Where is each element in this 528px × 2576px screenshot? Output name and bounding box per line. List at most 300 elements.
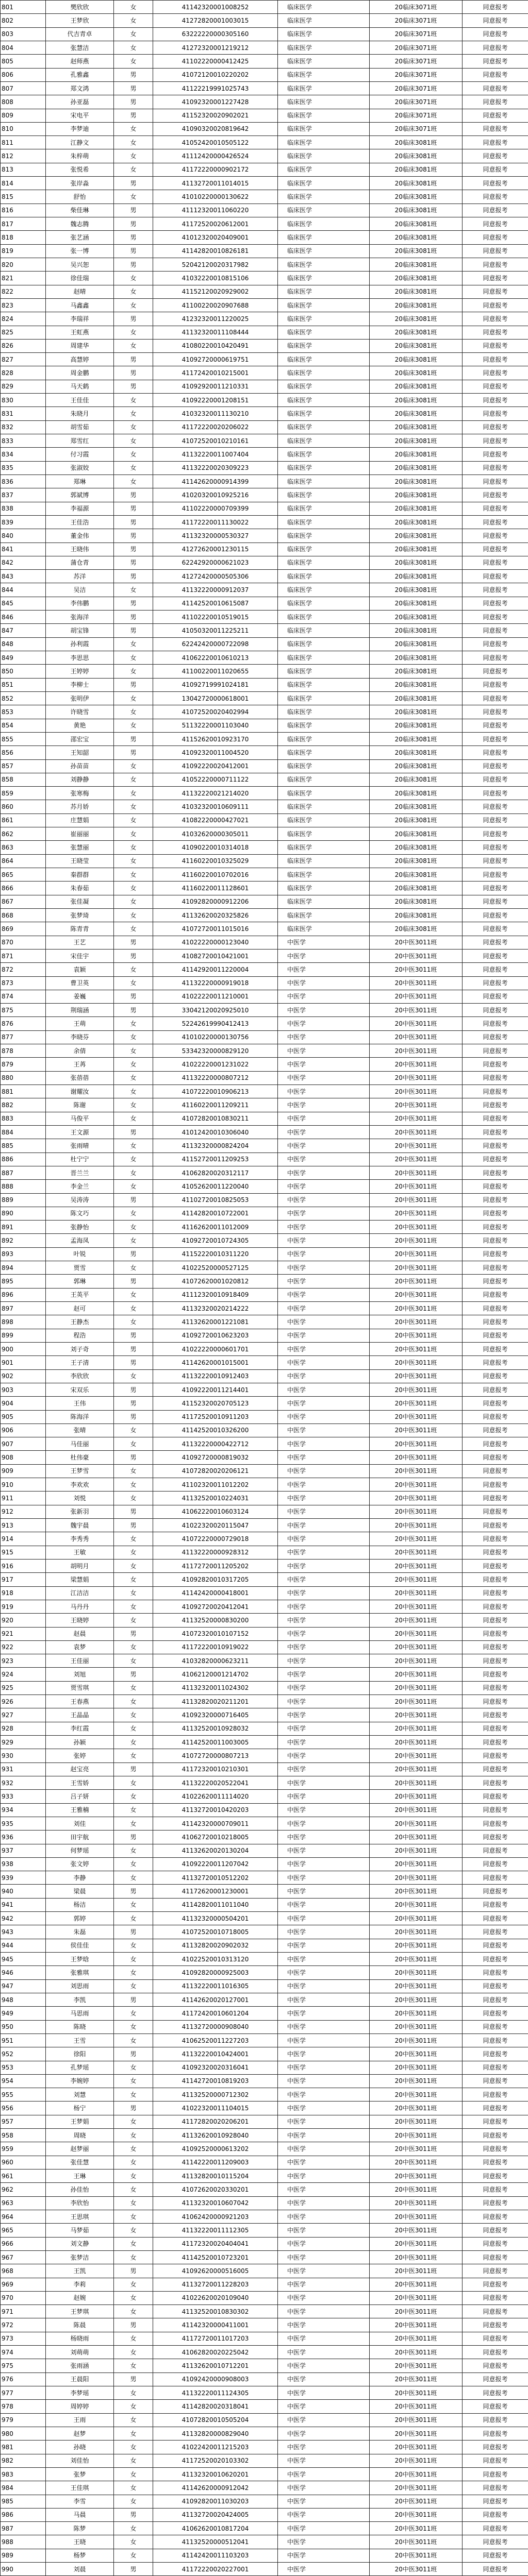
table-row: [1, 339, 528, 352]
student-name-cell: 王春燕: [46, 1695, 114, 1708]
row-index-cell: 921: [1, 1627, 46, 1640]
status-cell: 同意报考: [463, 1098, 528, 1112]
gender-cell: 女: [114, 2332, 153, 2345]
table-row: [1, 1695, 528, 1708]
row-index-cell: 809: [1, 109, 46, 122]
table-row: [1, 543, 528, 556]
status-cell: 同意报考: [463, 1329, 528, 1342]
table-row: [1, 1302, 528, 1315]
id-number-cell: 41132720020424005: [153, 2508, 278, 2521]
major-cell: 中医学: [278, 2441, 370, 2454]
class-name-cell: 20临床3081班: [370, 136, 463, 149]
id-number-cell: 41142320000411001: [153, 2318, 278, 2332]
id-number-cell: 41172520020103302: [153, 2454, 278, 2467]
status-cell: 同意报考: [463, 1695, 528, 1708]
major-cell: 临床医学: [278, 746, 370, 759]
major-cell: 中医学: [278, 2061, 370, 2074]
gender-cell: 女: [114, 1098, 153, 1112]
gender-cell: 女: [114, 2196, 153, 2210]
status-cell: 同意报考: [463, 1803, 528, 1817]
table-row: [1, 1315, 528, 1329]
student-name-cell: 崔丽丽: [46, 827, 114, 841]
status-cell: 同意报考: [463, 2427, 528, 2440]
gender-cell: 女: [114, 1681, 153, 1694]
class-name-cell: 20临床3071班: [370, 81, 463, 95]
student-name-cell: 刘慧: [46, 2088, 114, 2102]
status-cell: 同意报考: [463, 1885, 528, 1898]
status-cell: 同意报考: [463, 678, 528, 691]
class-name-cell: 20中医3011班: [370, 2508, 463, 2521]
major-cell: 中医学: [278, 2372, 370, 2386]
table-row: [1, 231, 528, 244]
major-cell: 中医学: [278, 2237, 370, 2250]
table-row: [1, 244, 528, 258]
row-index-cell: 988: [1, 2535, 46, 2549]
class-name-cell: 20临床3081班: [370, 814, 463, 827]
student-name-cell: 孙亚磊: [46, 95, 114, 109]
class-name-cell: 20中医3011班: [370, 1423, 463, 1437]
student-name-cell: 张雨晴: [46, 1139, 114, 1153]
row-index-cell: 820: [1, 258, 46, 271]
class-name-cell: 20中医3011班: [370, 2156, 463, 2169]
table-row: [1, 1044, 528, 1058]
gender-cell: 女: [114, 1817, 153, 1830]
major-cell: 临床医学: [278, 868, 370, 882]
id-number-cell: 41132720000908040: [153, 2020, 278, 2033]
id-number-cell: 41132320010607042: [153, 2196, 278, 2210]
major-cell: 中医学: [278, 2467, 370, 2481]
class-name-cell: 20临床3081班: [370, 691, 463, 705]
status-cell: 同意报考: [463, 2237, 528, 2250]
table-row: [1, 1614, 528, 1627]
student-name-cell: 马晨: [46, 2508, 114, 2521]
class-name-cell: 20临床3081班: [370, 163, 463, 176]
row-index-cell: 874: [1, 990, 46, 1003]
major-cell: 临床医学: [278, 841, 370, 854]
major-cell: 中医学: [278, 1925, 370, 1939]
major-cell: 中医学: [278, 1085, 370, 1098]
major-cell: 中医学: [278, 2454, 370, 2467]
table-row: [1, 1966, 528, 1979]
student-name-cell: 叶锐: [46, 1247, 114, 1261]
major-cell: 中医学: [278, 1492, 370, 1505]
row-index-cell: 864: [1, 854, 46, 868]
class-name-cell: 20中医3011班: [370, 1030, 463, 1044]
major-cell: 中医学: [278, 1749, 370, 1762]
id-number-cell: 41072520010210161: [153, 434, 278, 448]
id-number-cell: 41092820011030203: [153, 2495, 278, 2508]
class-name-cell: 20临床3081班: [370, 407, 463, 420]
class-name-cell: 20临床3081班: [370, 298, 463, 312]
id-number-cell: 41132720011228203: [153, 2278, 278, 2291]
student-name-cell: 张文婷: [46, 1857, 114, 1871]
row-index-cell: 884: [1, 1125, 46, 1139]
class-name-cell: 20临床3081班: [370, 637, 463, 651]
status-cell: 同意报考: [463, 1708, 528, 1722]
gender-cell: 女: [114, 1939, 153, 1952]
row-index-cell: 948: [1, 1993, 46, 2006]
major-cell: 中医学: [278, 2522, 370, 2535]
gender-cell: 男: [114, 2318, 153, 2332]
id-number-cell: 41172520010911203: [153, 1410, 278, 1423]
student-name-cell: 周建华: [46, 339, 114, 352]
id-number-cell: 41142620000914399: [153, 474, 278, 488]
major-cell: 临床医学: [278, 434, 370, 448]
table-row: [1, 882, 528, 895]
table-row: [1, 895, 528, 908]
class-name-cell: 20临床3071班: [370, 41, 463, 54]
status-cell: 同意报考: [463, 2129, 528, 2142]
major-cell: 中医学: [278, 1573, 370, 1586]
major-cell: 临床医学: [278, 149, 370, 163]
class-name-cell: 20中医3011班: [370, 2522, 463, 2535]
class-name-cell: 20中医3011班: [370, 2102, 463, 2115]
row-index-cell: 812: [1, 149, 46, 163]
class-name-cell: 20临床3081班: [370, 773, 463, 786]
student-name-cell: 郭琳: [46, 1275, 114, 1288]
major-cell: 中医学: [278, 1464, 370, 1478]
table-row: [1, 366, 528, 380]
gender-cell: 男: [114, 2264, 153, 2278]
status-cell: 同意报考: [463, 665, 528, 678]
class-name-cell: 20临床3071班: [370, 55, 463, 68]
row-index-cell: 941: [1, 1898, 46, 1911]
status-cell: 同意报考: [463, 1857, 528, 1871]
major-cell: 中医学: [278, 1383, 370, 1396]
gender-cell: 女: [114, 1898, 153, 1911]
gender-cell: 男: [114, 2102, 153, 2115]
row-index-cell: 930: [1, 1749, 46, 1762]
id-number-cell: 41160220010702016: [153, 868, 278, 882]
major-cell: 临床医学: [278, 231, 370, 244]
class-name-cell: 20中医3011班: [370, 1437, 463, 1451]
student-name-cell: 王佳佳: [46, 394, 114, 407]
major-cell: 临床医学: [278, 488, 370, 502]
row-index-cell: 835: [1, 461, 46, 474]
row-index-cell: 949: [1, 2007, 46, 2020]
student-name-cell: 张婷: [46, 1749, 114, 1762]
row-index-cell: 971: [1, 2305, 46, 2318]
class-name-cell: 20中医3011班: [370, 1058, 463, 1071]
id-number-cell: 41072820020206121: [153, 1464, 278, 1478]
student-name-cell: 杨洁: [46, 1898, 114, 1911]
major-cell: 中医学: [278, 2264, 370, 2278]
gender-cell: 女: [114, 41, 153, 54]
row-index-cell: 801: [1, 1, 46, 14]
table-row: [1, 2278, 528, 2291]
id-number-cell: 41062820020312117: [153, 1166, 278, 1179]
major-cell: 中医学: [278, 2535, 370, 2549]
gender-cell: 女: [114, 1708, 153, 1722]
id-number-cell: 41052220000711122: [153, 773, 278, 786]
gender-cell: 女: [114, 1112, 153, 1125]
class-name-cell: 20中医3011班: [370, 1451, 463, 1464]
major-cell: 临床医学: [278, 691, 370, 705]
gender-cell: 男: [114, 543, 153, 556]
table-row: [1, 936, 528, 949]
class-name-cell: 20中医3011班: [370, 1546, 463, 1559]
row-index-cell: 979: [1, 2413, 46, 2427]
class-name-cell: 20中医3011班: [370, 1288, 463, 1301]
table-row: [1, 420, 528, 434]
gender-cell: 女: [114, 787, 153, 800]
id-number-cell: 41102220010519015: [153, 611, 278, 624]
row-index-cell: 805: [1, 55, 46, 68]
student-name-cell: 王晓伟: [46, 543, 114, 556]
status-cell: 同意报考: [463, 2210, 528, 2223]
class-name-cell: 20中医3011班: [370, 2481, 463, 2495]
major-cell: 中医学: [278, 1817, 370, 1830]
table-row: [1, 190, 528, 204]
status-cell: 同意报考: [463, 1654, 528, 1668]
table-row: [1, 2563, 528, 2576]
row-index-cell: 810: [1, 122, 46, 135]
status-cell: 同意报考: [463, 2467, 528, 2481]
row-index-cell: 965: [1, 2224, 46, 2237]
major-cell: 临床医学: [278, 515, 370, 529]
gender-cell: 女: [114, 55, 153, 68]
gender-cell: 男: [114, 732, 153, 745]
class-name-cell: 20中医3011班: [370, 2291, 463, 2304]
major-cell: 中医学: [278, 1153, 370, 1166]
student-name-cell: 贾雪: [46, 1261, 114, 1275]
student-name-cell: 张静怡: [46, 1221, 114, 1234]
gender-cell: 女: [114, 868, 153, 882]
gender-cell: 女: [114, 474, 153, 488]
student-name-cell: 王梦晗: [46, 1953, 114, 1966]
major-cell: 临床医学: [278, 272, 370, 285]
gender-cell: 男: [114, 353, 153, 366]
id-number-cell: 41142820011011040: [153, 1898, 278, 1911]
class-name-cell: 20临床3071班: [370, 95, 463, 109]
class-name-cell: 20临床3071班: [370, 122, 463, 135]
gender-cell: 女: [114, 1017, 153, 1030]
major-cell: 临床医学: [278, 570, 370, 583]
row-index-cell: 904: [1, 1397, 46, 1410]
table-row: [1, 529, 528, 543]
major-cell: 临床医学: [278, 678, 370, 691]
table-row: [1, 1342, 528, 1355]
major-cell: 中医学: [278, 1112, 370, 1125]
class-name-cell: 20中医3011班: [370, 2318, 463, 2332]
row-index-cell: 929: [1, 1736, 46, 1749]
status-cell: 同意报考: [463, 326, 528, 339]
gender-cell: 男: [114, 1451, 153, 1464]
id-number-cell: 41132820020211201: [153, 1695, 278, 1708]
row-index-cell: 875: [1, 1004, 46, 1017]
id-number-cell: 41272820001003015: [153, 14, 278, 27]
table-row: [1, 665, 528, 678]
id-number-cell: 41132220010912403: [153, 1369, 278, 1383]
row-index-cell: 828: [1, 366, 46, 380]
major-cell: 临床医学: [278, 773, 370, 786]
row-index-cell: 918: [1, 1586, 46, 1600]
row-index-cell: 849: [1, 651, 46, 665]
status-cell: 同意报考: [463, 474, 528, 488]
row-index-cell: 871: [1, 949, 46, 962]
row-index-cell: 823: [1, 298, 46, 312]
table-row: [1, 1423, 528, 1437]
gender-cell: 女: [114, 2074, 153, 2088]
gender-cell: 女: [114, 1559, 153, 1572]
student-name-cell: 贾雪琪: [46, 1681, 114, 1694]
gender-cell: 男: [114, 1004, 153, 1017]
id-number-cell: 41062220010610213: [153, 651, 278, 665]
row-index-cell: 890: [1, 1207, 46, 1220]
status-cell: 同意报考: [463, 1464, 528, 1478]
student-name-cell: 魏宇晨: [46, 1519, 114, 1532]
table-row: [1, 1844, 528, 1857]
status-cell: 同意报考: [463, 2278, 528, 2291]
id-number-cell: 13042720000618001: [153, 691, 278, 705]
student-name-cell: 李梦迪: [46, 122, 114, 135]
id-number-cell: 41092720000819032: [153, 1451, 278, 1464]
table-row: [1, 1546, 528, 1559]
table-row: [1, 1736, 528, 1749]
gender-cell: 女: [114, 2278, 153, 2291]
major-cell: 中医学: [278, 2196, 370, 2210]
id-number-cell: 41092720010724305: [153, 1234, 278, 1247]
status-cell: 同意报考: [463, 1356, 528, 1369]
table-row: [1, 2183, 528, 2196]
table-row: [1, 1492, 528, 1505]
status-cell: 同意报考: [463, 1180, 528, 1193]
id-number-cell: 41100220011020655: [153, 665, 278, 678]
major-cell: 中医学: [278, 2346, 370, 2359]
status-cell: 同意报考: [463, 990, 528, 1003]
student-name-cell: 吴兴恕: [46, 258, 114, 271]
student-name-cell: 张一博: [46, 244, 114, 258]
major-cell: 临床医学: [278, 665, 370, 678]
row-index-cell: 909: [1, 1464, 46, 1478]
class-name-cell: 20中医3011班: [370, 1112, 463, 1125]
student-name-cell: 孔梦瑶: [46, 2061, 114, 2074]
student-name-cell: 张寒梅: [46, 787, 114, 800]
table-row: [1, 1261, 528, 1275]
class-name-cell: 20临床3081班: [370, 611, 463, 624]
table-row: [1, 1912, 528, 1925]
table-row: [1, 1153, 528, 1166]
class-name-cell: 20中医3011班: [370, 1749, 463, 1762]
row-index-cell: 924: [1, 1668, 46, 1681]
status-cell: 同意报考: [463, 1125, 528, 1139]
major-cell: 中医学: [278, 2088, 370, 2102]
class-name-cell: 20中医3011班: [370, 2033, 463, 2047]
id-number-cell: 41072820010505204: [153, 2413, 278, 2427]
row-index-cell: 937: [1, 1844, 46, 1857]
major-cell: 临床医学: [278, 651, 370, 665]
table-row: [1, 2007, 528, 2020]
status-cell: 同意报考: [463, 1247, 528, 1261]
table-row: [1, 922, 528, 936]
class-name-cell: 20中医3011班: [370, 1139, 463, 1153]
major-cell: 中医学: [278, 1302, 370, 1315]
status-cell: 同意报考: [463, 1397, 528, 1410]
student-name-cell: 孙利霞: [46, 637, 114, 651]
major-cell: 中医学: [278, 1654, 370, 1668]
row-index-cell: 968: [1, 2264, 46, 2278]
status-cell: 同意报考: [463, 515, 528, 529]
student-name-cell: 何梦瑶: [46, 1844, 114, 1857]
status-cell: 同意报考: [463, 2224, 528, 2237]
major-cell: 中医学: [278, 936, 370, 949]
row-index-cell: 881: [1, 1085, 46, 1098]
id-number-cell: 41092820010317205: [153, 1573, 278, 1586]
student-name-cell: 马俊平: [46, 1112, 114, 1125]
status-cell: 同意报考: [463, 1953, 528, 1966]
status-cell: 同意报考: [463, 2563, 528, 2576]
class-name-cell: 20中医3011班: [370, 2413, 463, 2427]
status-cell: 同意报考: [463, 1153, 528, 1166]
class-name-cell: 20中医3011班: [370, 1654, 463, 1668]
table-row: [1, 2033, 528, 2047]
class-name-cell: 20临床3081班: [370, 420, 463, 434]
id-number-cell: 41132220010424001: [153, 2047, 278, 2061]
major-cell: 临床医学: [278, 339, 370, 352]
status-cell: 同意报考: [463, 1017, 528, 1030]
class-name-cell: 20中医3011班: [370, 1844, 463, 1857]
id-number-cell: 41132720011014015: [153, 177, 278, 190]
row-index-cell: 873: [1, 976, 46, 990]
major-cell: 临床医学: [278, 583, 370, 597]
gender-cell: 女: [114, 2359, 153, 2372]
status-cell: 同意报考: [463, 2170, 528, 2183]
table-row: [1, 2102, 528, 2115]
gender-cell: 男: [114, 204, 153, 217]
class-name-cell: 20临床3081班: [370, 217, 463, 231]
status-cell: 同意报考: [463, 570, 528, 583]
id-number-cell: 63222220000305160: [153, 27, 278, 41]
gender-cell: 女: [114, 285, 153, 298]
status-cell: 同意报考: [463, 2183, 528, 2196]
gender-cell: 女: [114, 163, 153, 176]
id-number-cell: 41160220010325029: [153, 854, 278, 868]
gender-cell: 男: [114, 1410, 153, 1423]
id-number-cell: 62242420000722098: [153, 637, 278, 651]
table-row: [1, 759, 528, 773]
status-cell: 同意报考: [463, 2102, 528, 2115]
table-row: [1, 2129, 528, 2142]
table-row: [1, 2170, 528, 2183]
class-name-cell: 20中医3011班: [370, 2467, 463, 2481]
row-index-cell: 816: [1, 204, 46, 217]
major-cell: 临床医学: [278, 353, 370, 366]
student-name-cell: 刘旭: [46, 1668, 114, 1681]
table-row: [1, 68, 528, 81]
row-index-cell: 969: [1, 2278, 46, 2291]
class-name-cell: 20中医3011班: [370, 2020, 463, 2033]
status-cell: 同意报考: [463, 272, 528, 285]
row-index-cell: 831: [1, 407, 46, 420]
status-cell: 同意报考: [463, 1912, 528, 1925]
class-name-cell: 20中医3011班: [370, 1708, 463, 1722]
table-row: [1, 502, 528, 515]
row-index-cell: 839: [1, 515, 46, 529]
id-number-cell: 41132520010830302: [153, 2305, 278, 2318]
row-index-cell: 942: [1, 1912, 46, 1925]
student-name-cell: 王伟: [46, 1397, 114, 1410]
row-index-cell: 946: [1, 1966, 46, 1979]
major-cell: 中医学: [278, 1966, 370, 1979]
id-number-cell: 41010220000130622: [153, 190, 278, 204]
status-cell: 同意报考: [463, 1383, 528, 1396]
student-name-cell: 刘文静: [46, 2237, 114, 2250]
table-row: [1, 1953, 528, 1966]
class-name-cell: 20中医3011班: [370, 1640, 463, 1654]
class-name-cell: 20临床3081班: [370, 272, 463, 285]
class-name-cell: 20临床3081班: [370, 556, 463, 569]
status-cell: 同意报考: [463, 136, 528, 149]
